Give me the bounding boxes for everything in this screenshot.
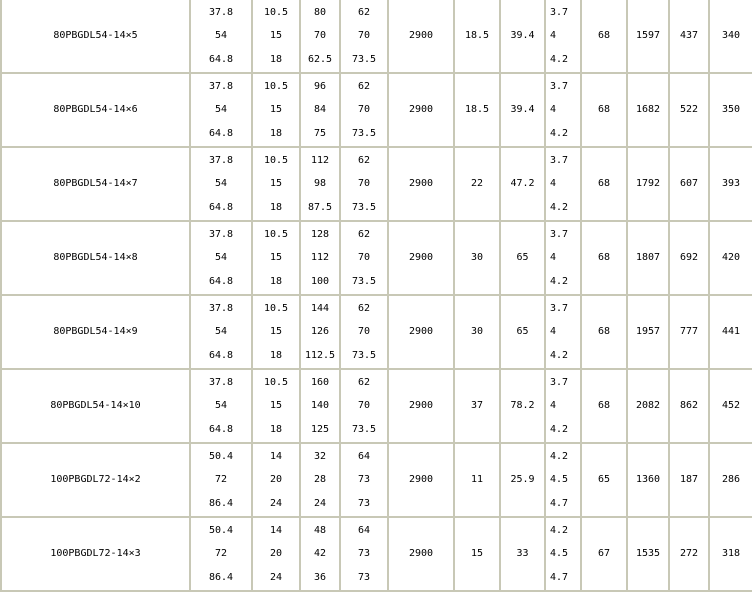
cell-value: 42 [313, 548, 327, 560]
cell-value: 4 [550, 104, 557, 116]
model-cell: 100PBGDL72-14×2 [1, 443, 190, 517]
cell-value: 86.4 [208, 497, 234, 509]
cell-value: 64 [357, 524, 371, 536]
model-cell: 80PBGDL54-14×10 [1, 369, 190, 443]
flow-cell [190, 147, 252, 221]
cell-value: 70 [357, 104, 371, 116]
efficiency-cell [340, 443, 388, 517]
efficiency-cell [340, 147, 388, 221]
cell-value: 10.5 [263, 302, 289, 314]
cell-value: 50.4 [208, 524, 234, 536]
table-row [1, 0, 752, 73]
cell-value: 87.5 [307, 201, 333, 213]
cell-value: 15 [269, 252, 283, 264]
table-row [1, 369, 752, 443]
current-cell: 33 [500, 517, 545, 591]
model-cell: 80PBGDL54-14×7 [1, 147, 190, 221]
flow-cell [190, 443, 252, 517]
cell-value: 54 [214, 326, 228, 338]
cell-value: 48 [313, 524, 327, 536]
table-body [1, 0, 752, 591]
cell-value: 70 [357, 30, 371, 42]
cell-value: 4.7 [550, 571, 569, 583]
power-cell: 11 [454, 443, 500, 517]
cell-value: 73 [357, 571, 371, 583]
cell-value: 37.8 [208, 228, 234, 240]
height-cell: 777 [669, 295, 709, 369]
model-cell: 80PBGDL54-14×8 [1, 221, 190, 295]
model-cell: 80PBGDL54-14×6 [1, 73, 190, 147]
cell-value: 54 [214, 252, 228, 264]
cell-value: 112 [310, 252, 330, 264]
head-cell [300, 517, 340, 591]
cell-value: 3.7 [550, 80, 569, 92]
model-cell: 80PBGDL54-14×9 [1, 295, 190, 369]
cell-value: 4 [550, 30, 557, 42]
head-per-stage-cell [252, 295, 300, 369]
flow-cell [190, 73, 252, 147]
cell-value: 37.8 [208, 302, 234, 314]
cell-value: 4.7 [550, 497, 569, 509]
weight-cell: 441 [709, 295, 752, 369]
cell-value: 73.5 [351, 127, 377, 139]
cell-value: 18 [269, 275, 283, 287]
cell-value: 62 [357, 154, 371, 166]
length-cell: 1682 [627, 73, 669, 147]
model-cell: 100PBGDL72-14×3 [1, 517, 190, 591]
cell-value: 62 [357, 6, 371, 18]
flow-cell [190, 517, 252, 591]
table-row [1, 221, 752, 295]
cell-value: 73.5 [351, 275, 377, 287]
cell-value: 72 [214, 474, 228, 486]
length-cell: 1792 [627, 147, 669, 221]
cell-value: 70 [357, 178, 371, 190]
cell-value: 4 [550, 252, 557, 264]
cell-value: 10.5 [263, 376, 289, 388]
speed-cell: 2900 [388, 0, 454, 73]
cell-value: 18 [269, 201, 283, 213]
weight-cell: 452 [709, 369, 752, 443]
cell-value: 18 [269, 423, 283, 435]
noise-cell: 67 [581, 517, 627, 591]
cell-value: 24 [269, 497, 283, 509]
cell-value: 70 [357, 400, 371, 412]
current-cell: 47.2 [500, 147, 545, 221]
length-cell: 1360 [627, 443, 669, 517]
length-cell: 1597 [627, 0, 669, 73]
noise-cell: 68 [581, 147, 627, 221]
npsh-cell [545, 0, 581, 73]
cell-value: 80 [313, 6, 327, 18]
head-cell [300, 73, 340, 147]
power-cell: 30 [454, 221, 500, 295]
height-cell: 522 [669, 73, 709, 147]
cell-value: 160 [310, 376, 330, 388]
cell-value: 96 [313, 80, 327, 92]
length-cell: 1535 [627, 517, 669, 591]
cell-value: 3.7 [550, 154, 569, 166]
cell-value: 62 [357, 80, 371, 92]
cell-value: 28 [313, 474, 327, 486]
cell-value: 4 [550, 326, 557, 338]
current-cell: 25.9 [500, 443, 545, 517]
cell-value: 3.7 [550, 228, 569, 240]
cell-value: 18 [269, 53, 283, 65]
npsh-cell [545, 517, 581, 591]
power-cell: 30 [454, 295, 500, 369]
cell-value: 73 [357, 474, 371, 486]
head-cell [300, 147, 340, 221]
speed-cell: 2900 [388, 369, 454, 443]
weight-cell: 393 [709, 147, 752, 221]
head-per-stage-cell [252, 221, 300, 295]
cell-value: 50.4 [208, 450, 234, 462]
cell-value: 73.5 [351, 53, 377, 65]
weight-cell: 318 [709, 517, 752, 591]
head-cell [300, 443, 340, 517]
cell-value: 4.2 [550, 423, 569, 435]
cell-value: 70 [357, 326, 371, 338]
cell-value: 100 [310, 275, 330, 287]
noise-cell: 65 [581, 443, 627, 517]
cell-value: 62.5 [307, 53, 333, 65]
cell-value: 37.8 [208, 6, 234, 18]
efficiency-cell [340, 221, 388, 295]
cell-value: 128 [310, 228, 330, 240]
cell-value: 4.2 [550, 275, 569, 287]
cell-value: 24 [313, 497, 327, 509]
weight-cell: 350 [709, 73, 752, 147]
head-per-stage-cell [252, 369, 300, 443]
npsh-cell [545, 147, 581, 221]
cell-value: 20 [269, 474, 283, 486]
cell-value: 64.8 [208, 53, 234, 65]
current-cell: 39.4 [500, 73, 545, 147]
table-row [1, 443, 752, 517]
cell-value: 4.5 [550, 548, 569, 560]
cell-value: 20 [269, 548, 283, 560]
cell-value: 98 [313, 178, 327, 190]
cell-value: 18 [269, 127, 283, 139]
power-cell: 18.5 [454, 73, 500, 147]
cell-value: 54 [214, 178, 228, 190]
npsh-cell [545, 369, 581, 443]
head-per-stage-cell [252, 443, 300, 517]
cell-value: 73 [357, 497, 371, 509]
cell-value: 112 [310, 154, 330, 166]
cell-value: 37.8 [208, 376, 234, 388]
height-cell: 862 [669, 369, 709, 443]
cell-value: 14 [269, 524, 283, 536]
npsh-cell [545, 221, 581, 295]
speed-cell: 2900 [388, 517, 454, 591]
power-cell: 37 [454, 369, 500, 443]
head-per-stage-cell [252, 517, 300, 591]
noise-cell: 68 [581, 369, 627, 443]
speed-cell: 2900 [388, 295, 454, 369]
cell-value: 73 [357, 548, 371, 560]
power-cell: 18.5 [454, 0, 500, 73]
current-cell: 39.4 [500, 0, 545, 73]
cell-value: 64.8 [208, 275, 234, 287]
efficiency-cell [340, 517, 388, 591]
cell-value: 54 [214, 30, 228, 42]
speed-cell: 2900 [388, 73, 454, 147]
flow-cell [190, 221, 252, 295]
cell-value: 15 [269, 30, 283, 42]
cell-value: 10.5 [263, 154, 289, 166]
current-cell: 65 [500, 221, 545, 295]
noise-cell: 68 [581, 221, 627, 295]
cell-value: 15 [269, 104, 283, 116]
noise-cell: 68 [581, 295, 627, 369]
cell-value: 144 [310, 302, 330, 314]
cell-value: 4.2 [550, 349, 569, 361]
cell-value: 72 [214, 548, 228, 560]
noise-cell: 68 [581, 0, 627, 73]
cell-value: 15 [269, 178, 283, 190]
npsh-cell [545, 73, 581, 147]
power-cell: 15 [454, 517, 500, 591]
table-row [1, 295, 752, 369]
head-per-stage-cell [252, 73, 300, 147]
cell-value: 84 [313, 104, 327, 116]
height-cell: 607 [669, 147, 709, 221]
length-cell: 1807 [627, 221, 669, 295]
cell-value: 64 [357, 450, 371, 462]
length-cell: 2082 [627, 369, 669, 443]
efficiency-cell [340, 295, 388, 369]
cell-value: 62 [357, 376, 371, 388]
cell-value: 4 [550, 400, 557, 412]
cell-value: 73.5 [351, 423, 377, 435]
height-cell: 272 [669, 517, 709, 591]
cell-value: 4 [550, 178, 557, 190]
height-cell: 437 [669, 0, 709, 73]
cell-value: 125 [310, 423, 330, 435]
speed-cell: 2900 [388, 221, 454, 295]
height-cell: 187 [669, 443, 709, 517]
head-per-stage-cell [252, 0, 300, 73]
current-cell: 65 [500, 295, 545, 369]
table-row [1, 73, 752, 147]
npsh-cell [545, 443, 581, 517]
cell-value: 126 [310, 326, 330, 338]
efficiency-cell [340, 73, 388, 147]
cell-value: 24 [269, 571, 283, 583]
cell-value: 73.5 [351, 349, 377, 361]
head-cell [300, 369, 340, 443]
cell-value: 3.7 [550, 376, 569, 388]
head-per-stage-cell [252, 147, 300, 221]
cell-value: 70 [357, 252, 371, 264]
weight-cell: 340 [709, 0, 752, 73]
cell-value: 3.7 [550, 6, 569, 18]
cell-value: 4.5 [550, 474, 569, 486]
cell-value: 10.5 [263, 228, 289, 240]
cell-value: 64.8 [208, 201, 234, 213]
cell-value: 62 [357, 302, 371, 314]
speed-cell: 2900 [388, 443, 454, 517]
head-cell [300, 0, 340, 73]
cell-value: 64.8 [208, 127, 234, 139]
cell-value: 4.2 [550, 127, 569, 139]
noise-cell: 68 [581, 73, 627, 147]
cell-value: 15 [269, 326, 283, 338]
efficiency-cell [340, 369, 388, 443]
speed-cell: 2900 [388, 147, 454, 221]
length-cell: 1957 [627, 295, 669, 369]
npsh-cell [545, 295, 581, 369]
cell-value: 3.7 [550, 302, 569, 314]
cell-value: 36 [313, 571, 327, 583]
flow-cell [190, 369, 252, 443]
current-cell: 78.2 [500, 369, 545, 443]
model-cell: 80PBGDL54-14×5 [1, 0, 190, 73]
cell-value: 75 [313, 127, 327, 139]
power-cell: 22 [454, 147, 500, 221]
cell-value: 15 [269, 400, 283, 412]
cell-value: 112.5 [304, 349, 336, 361]
cell-value: 10.5 [263, 6, 289, 18]
weight-cell: 420 [709, 221, 752, 295]
cell-value: 64.8 [208, 423, 234, 435]
cell-value: 70 [313, 30, 327, 42]
height-cell: 692 [669, 221, 709, 295]
cell-value: 32 [313, 450, 327, 462]
cell-value: 4.2 [550, 524, 569, 536]
table-row [1, 147, 752, 221]
cell-value: 4.2 [550, 53, 569, 65]
cell-value: 18 [269, 349, 283, 361]
cell-value: 73.5 [351, 201, 377, 213]
cell-value: 86.4 [208, 571, 234, 583]
cell-value: 4.2 [550, 201, 569, 213]
cell-value: 62 [357, 228, 371, 240]
cell-value: 64.8 [208, 349, 234, 361]
head-cell [300, 221, 340, 295]
efficiency-cell [340, 0, 388, 73]
table-row [1, 517, 752, 591]
cell-value: 140 [310, 400, 330, 412]
flow-cell [190, 295, 252, 369]
cell-value: 54 [214, 104, 228, 116]
cell-value: 37.8 [208, 80, 234, 92]
cell-value: 37.8 [208, 154, 234, 166]
cell-value: 54 [214, 400, 228, 412]
head-cell [300, 295, 340, 369]
cell-value: 4.2 [550, 450, 569, 462]
weight-cell: 286 [709, 443, 752, 517]
flow-cell [190, 0, 252, 73]
cell-value: 14 [269, 450, 283, 462]
cell-value: 10.5 [263, 80, 289, 92]
